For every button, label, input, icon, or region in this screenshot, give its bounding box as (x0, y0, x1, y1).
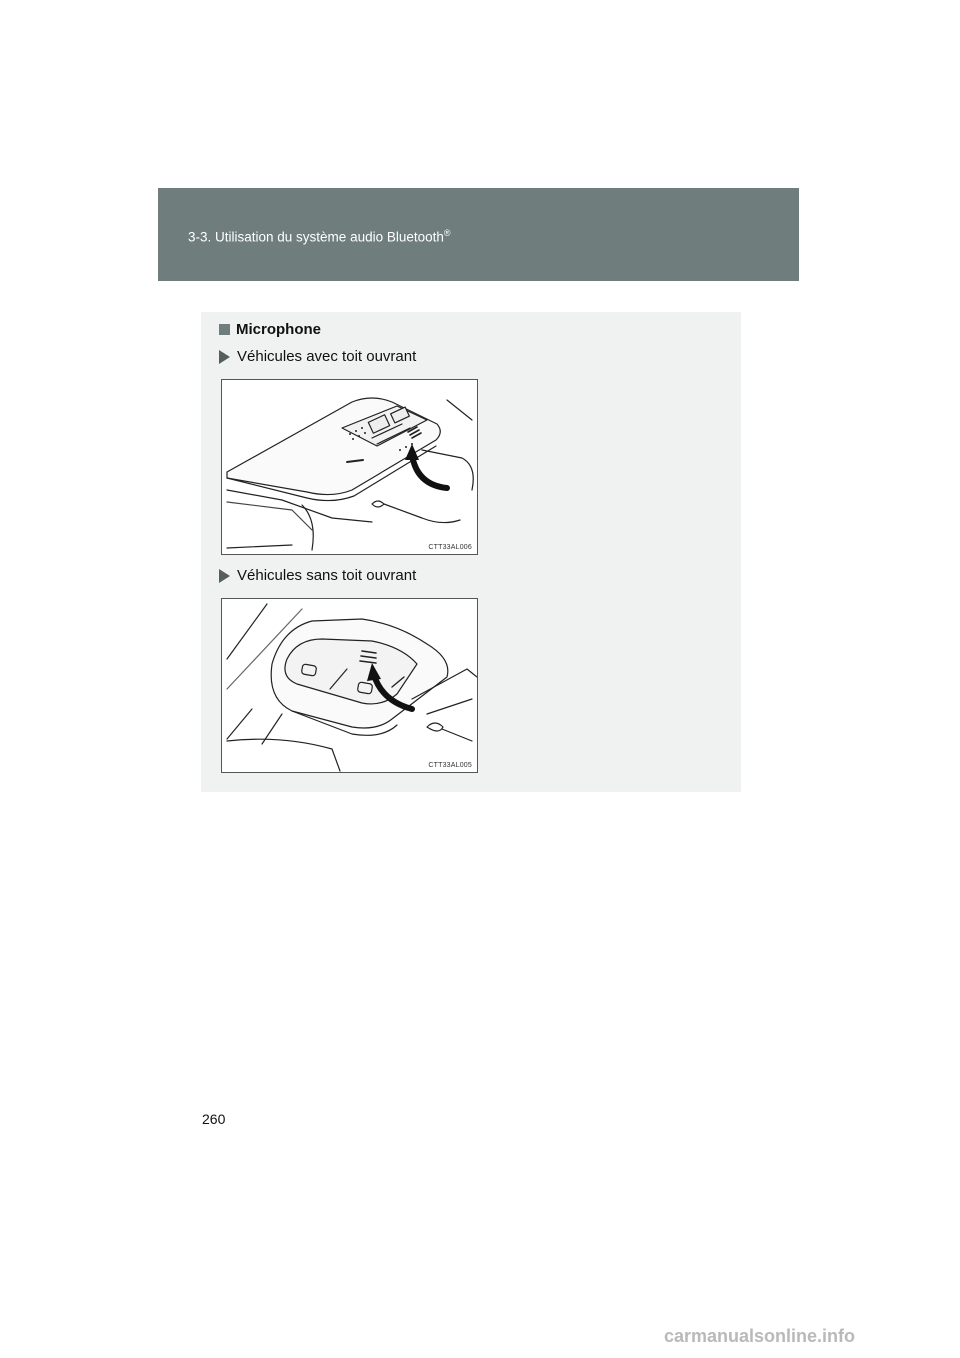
subhead-without-sunroof-text: Véhicules sans toit ouvrant (237, 567, 417, 584)
section-heading-text: Microphone (236, 321, 321, 338)
header-band (158, 188, 799, 281)
overhead-console-sunroof-illustration (222, 380, 477, 554)
subhead-with-sunroof-text: Véhicules avec toit ouvrant (237, 348, 417, 365)
chapter-title (188, 228, 451, 245)
subhead-with-sunroof (219, 348, 416, 365)
chapter-title-text: 3-3. Utilisation du système audio Bluetooth (188, 229, 444, 245)
figure-without-sunroof (221, 598, 478, 773)
figure-with-sunroof (221, 379, 478, 555)
section-heading (219, 321, 321, 338)
registered-mark: ® (443, 228, 451, 238)
figure-code: CTT33AL006 (428, 544, 472, 551)
triangle-bullet-icon (219, 569, 230, 583)
triangle-bullet-icon (219, 350, 230, 364)
info-box (201, 312, 741, 792)
overhead-console-no-sunroof-illustration (222, 599, 477, 772)
page-number: 260 (202, 1111, 226, 1127)
square-bullet-icon (219, 324, 230, 335)
watermark-link[interactable]: carmanualsonline.info (664, 1326, 856, 1346)
figure-code: CTT33AL005 (428, 762, 472, 769)
subhead-without-sunroof (219, 567, 416, 584)
